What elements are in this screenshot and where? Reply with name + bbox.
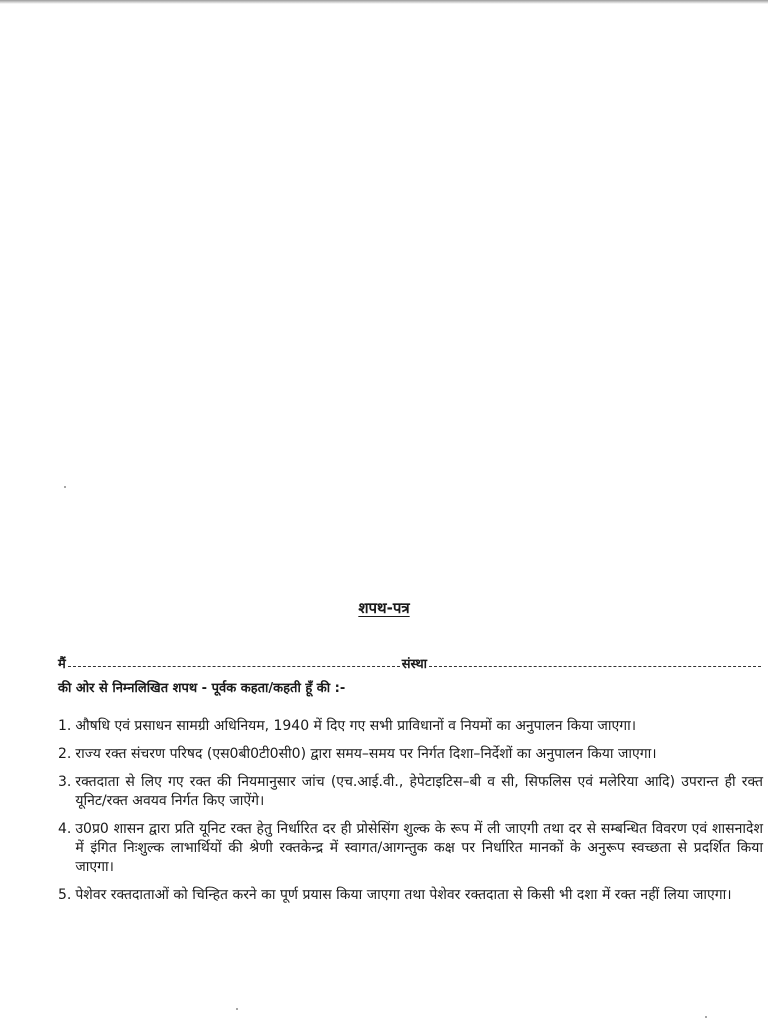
point-text: पेशेवर रक्तदाताओं को चिन्हित करने का पूर्ण प्रयास किया जाएगा तथा पेशेवर रक्तदाता से किसी भी दशा में रक्त नहीं लिया जाएगा।	[75, 887, 732, 903]
scan-top-edge	[0, 0, 768, 4]
declaration-intro: की ओर से निम्नलिखित शपथ - पूर्वक कहता/कहती हूँ की :-	[58, 681, 346, 696]
oath-points-list	[58, 717, 763, 914]
document-title	[0, 598, 768, 618]
point-number: 3.	[58, 774, 72, 790]
oath-point	[58, 773, 763, 811]
scan-speck	[236, 1008, 238, 1010]
declaration-line	[58, 652, 763, 672]
oath-point	[58, 745, 763, 764]
scan-speck	[64, 486, 66, 488]
point-text: रक्तदाता से लिए गए रक्त की नियमानुसार जांच (एच.आई.वी., हेपेटाइटिस–बी व सी, सिफलिस एवं मलेरिया आदि) उपरान्त ही रक्त यूनिट/रक्त अवयव निर्गत किए जाऐंगे।	[75, 774, 763, 809]
declarant-prefix: मैं	[58, 657, 66, 672]
institution-label: संस्था	[401, 657, 428, 672]
point-text: राज्य रक्त संचरण परिषद (एस0बी0टी0सी0) द्वारा समय–समय पर निर्गत दिशा–निर्देशों का अनुपालन किया जाएगा।	[75, 746, 657, 762]
institution-name-blank	[429, 666, 761, 667]
document-title-text: शपथ-पत्र	[358, 599, 410, 617]
point-text: उ0प्र0 शासन द्वारा प्रति यूनिट रक्त हेतु निर्धारित दर ही प्रोसेसिंग शुल्क के रूप में ली जाएगी तथा दर से सम्बन्धित विवरण एवं शासनादेश में इंगित निःशुल्क लाभार्थियों की श्रेणी रक्तकेन्द्र में स्वागत/आगन्तुक कक्ष पर निर्धारित मानकों के अनुरूप स्वच्छता से प्रदर्शित किया जाएगा।	[75, 821, 763, 875]
point-number: 2.	[58, 746, 72, 762]
declarant-name-blank	[68, 666, 400, 667]
oath-point	[58, 820, 763, 877]
oath-point	[58, 886, 763, 905]
oath-point	[58, 717, 763, 736]
point-number: 5.	[58, 887, 72, 903]
point-text: औषधि एवं प्रसाधन सामग्री अधिनियम, 1940 में दिए गए सभी प्राविधानों व नियमों का अनुपालन किया जाएगा।	[75, 718, 637, 734]
point-number: 1.	[58, 718, 72, 734]
scan-speck	[705, 1016, 707, 1018]
point-number: 4.	[58, 821, 72, 837]
